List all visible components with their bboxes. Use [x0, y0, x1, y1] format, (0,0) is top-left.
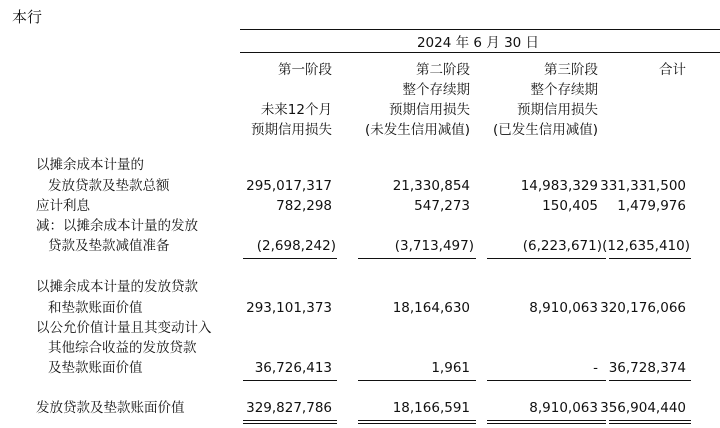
cell-stage1: 295,017,317 [246, 178, 332, 194]
header-stage2-line4: (未发生信用减值) [364, 122, 470, 138]
cell-stage2: 21,330,854 [392, 178, 470, 194]
row-label: 以摊余成本计量的发放贷款 [36, 279, 198, 295]
table-row [0, 237, 720, 256]
row-label-continued: 和垫款账面价值 [48, 300, 143, 316]
row-label-continued: 发放贷款及垫款总额 [48, 178, 170, 194]
header-total [659, 60, 686, 80]
subtotal-rule-stage2 [358, 258, 476, 259]
cell-stage2: (3,713,497) [394, 238, 474, 254]
cell-stage3: 8,910,063 [529, 400, 598, 416]
header-stage2 [365, 60, 470, 140]
subtotal-rule-stage3 [487, 258, 606, 259]
cell-total: 331,331,500 [600, 178, 686, 194]
table-row [0, 299, 720, 318]
cell-stage1: 782,298 [276, 198, 332, 214]
total-rule-stage3 [487, 423, 606, 424]
cell-stage3: 14,983,329 [520, 178, 598, 194]
total-rule-stage2 [358, 420, 476, 421]
row-label: 发放贷款及垫款账面价值 [36, 400, 185, 416]
table-row [0, 359, 720, 378]
cell-stage2: 547,273 [414, 198, 470, 214]
table-row [0, 156, 720, 175]
row-label: 以公允价值计量且其变动计入 [36, 320, 212, 336]
cell-stage1: 36,726,413 [254, 360, 332, 376]
row-label-continued: 及垫款账面价值 [48, 360, 143, 376]
row-label-continued: 贷款及垫款减值准备 [48, 238, 170, 254]
total-rule-total [609, 420, 691, 421]
header-stage1-line3: 未来12个月 [260, 102, 332, 118]
cell-total: 1,479,976 [617, 198, 686, 214]
header-stage3-line1: 第三阶段 [544, 62, 598, 78]
row-label-continued: 其他综合收益的发放贷款 [48, 340, 197, 356]
header-stage3-line4: (已发生信用减值) [492, 122, 598, 138]
table-row [0, 278, 720, 297]
table-row [0, 217, 720, 236]
header-stage1-line1: 第一阶段 [278, 62, 332, 78]
subtotal-rule-total [609, 258, 691, 259]
table-row [0, 339, 720, 358]
row-label: 以摊余成本计量的 [36, 157, 144, 173]
table-row [0, 399, 720, 418]
total-rule-total [609, 423, 691, 424]
row-label: 应计利息 [36, 198, 90, 214]
cell-stage1: 293,101,373 [246, 300, 332, 316]
header-stage2-line3: 预期信用损失 [389, 102, 470, 118]
table-row [0, 197, 720, 216]
cell-stage3: (6,223,671) [522, 238, 602, 254]
header-stage1-line4: 预期信用损失 [251, 122, 332, 138]
cell-stage2: 18,164,630 [392, 300, 470, 316]
header-stage2-line2: 整个存续期 [402, 82, 470, 98]
cell-stage3: - [593, 360, 598, 376]
table-row [0, 177, 720, 196]
total-rule-stage2 [358, 423, 476, 424]
section-title: 本行 [12, 8, 43, 26]
cell-stage1: (2,698,242) [256, 238, 336, 254]
header-stage3-line2: 整个存续期 [530, 82, 598, 98]
header-total-line1: 合计 [659, 62, 686, 78]
header-stage2-line1: 第二阶段 [416, 62, 470, 78]
period-heading: 2024 年 6 月 30 日 [416, 35, 540, 51]
cell-total: 320,176,066 [600, 300, 686, 316]
table-row [0, 319, 720, 338]
total-rule-stage1 [243, 423, 337, 424]
header-stage3-line3: 预期信用损失 [517, 102, 598, 118]
subtotal-rule-stage3 [487, 380, 606, 381]
cell-stage2: 18,166,591 [392, 400, 470, 416]
cell-stage2: 1,961 [431, 360, 470, 376]
subtotal-rule-total [609, 380, 691, 381]
cell-total: 36,728,374 [608, 360, 686, 376]
total-rule-stage1 [243, 420, 337, 421]
total-rule-stage3 [487, 420, 606, 421]
cell-total: (12,635,410) [602, 238, 690, 254]
subtotal-rule-stage1 [243, 258, 337, 259]
period-top-rule [240, 29, 720, 30]
row-label: 减：以摊余成本计量的发放 [36, 218, 198, 234]
header-stage3 [493, 60, 598, 140]
header-stage1 [251, 60, 332, 140]
cell-stage3: 150,405 [542, 198, 598, 214]
header-stage1-line2 [251, 80, 332, 100]
subtotal-rule-stage2 [358, 380, 476, 381]
cell-stage3: 8,910,063 [529, 300, 598, 316]
period-bottom-rule [240, 52, 720, 53]
subtotal-rule-stage1 [243, 380, 337, 381]
cell-total: 356,904,440 [600, 400, 686, 416]
cell-stage1: 329,827,786 [246, 400, 332, 416]
